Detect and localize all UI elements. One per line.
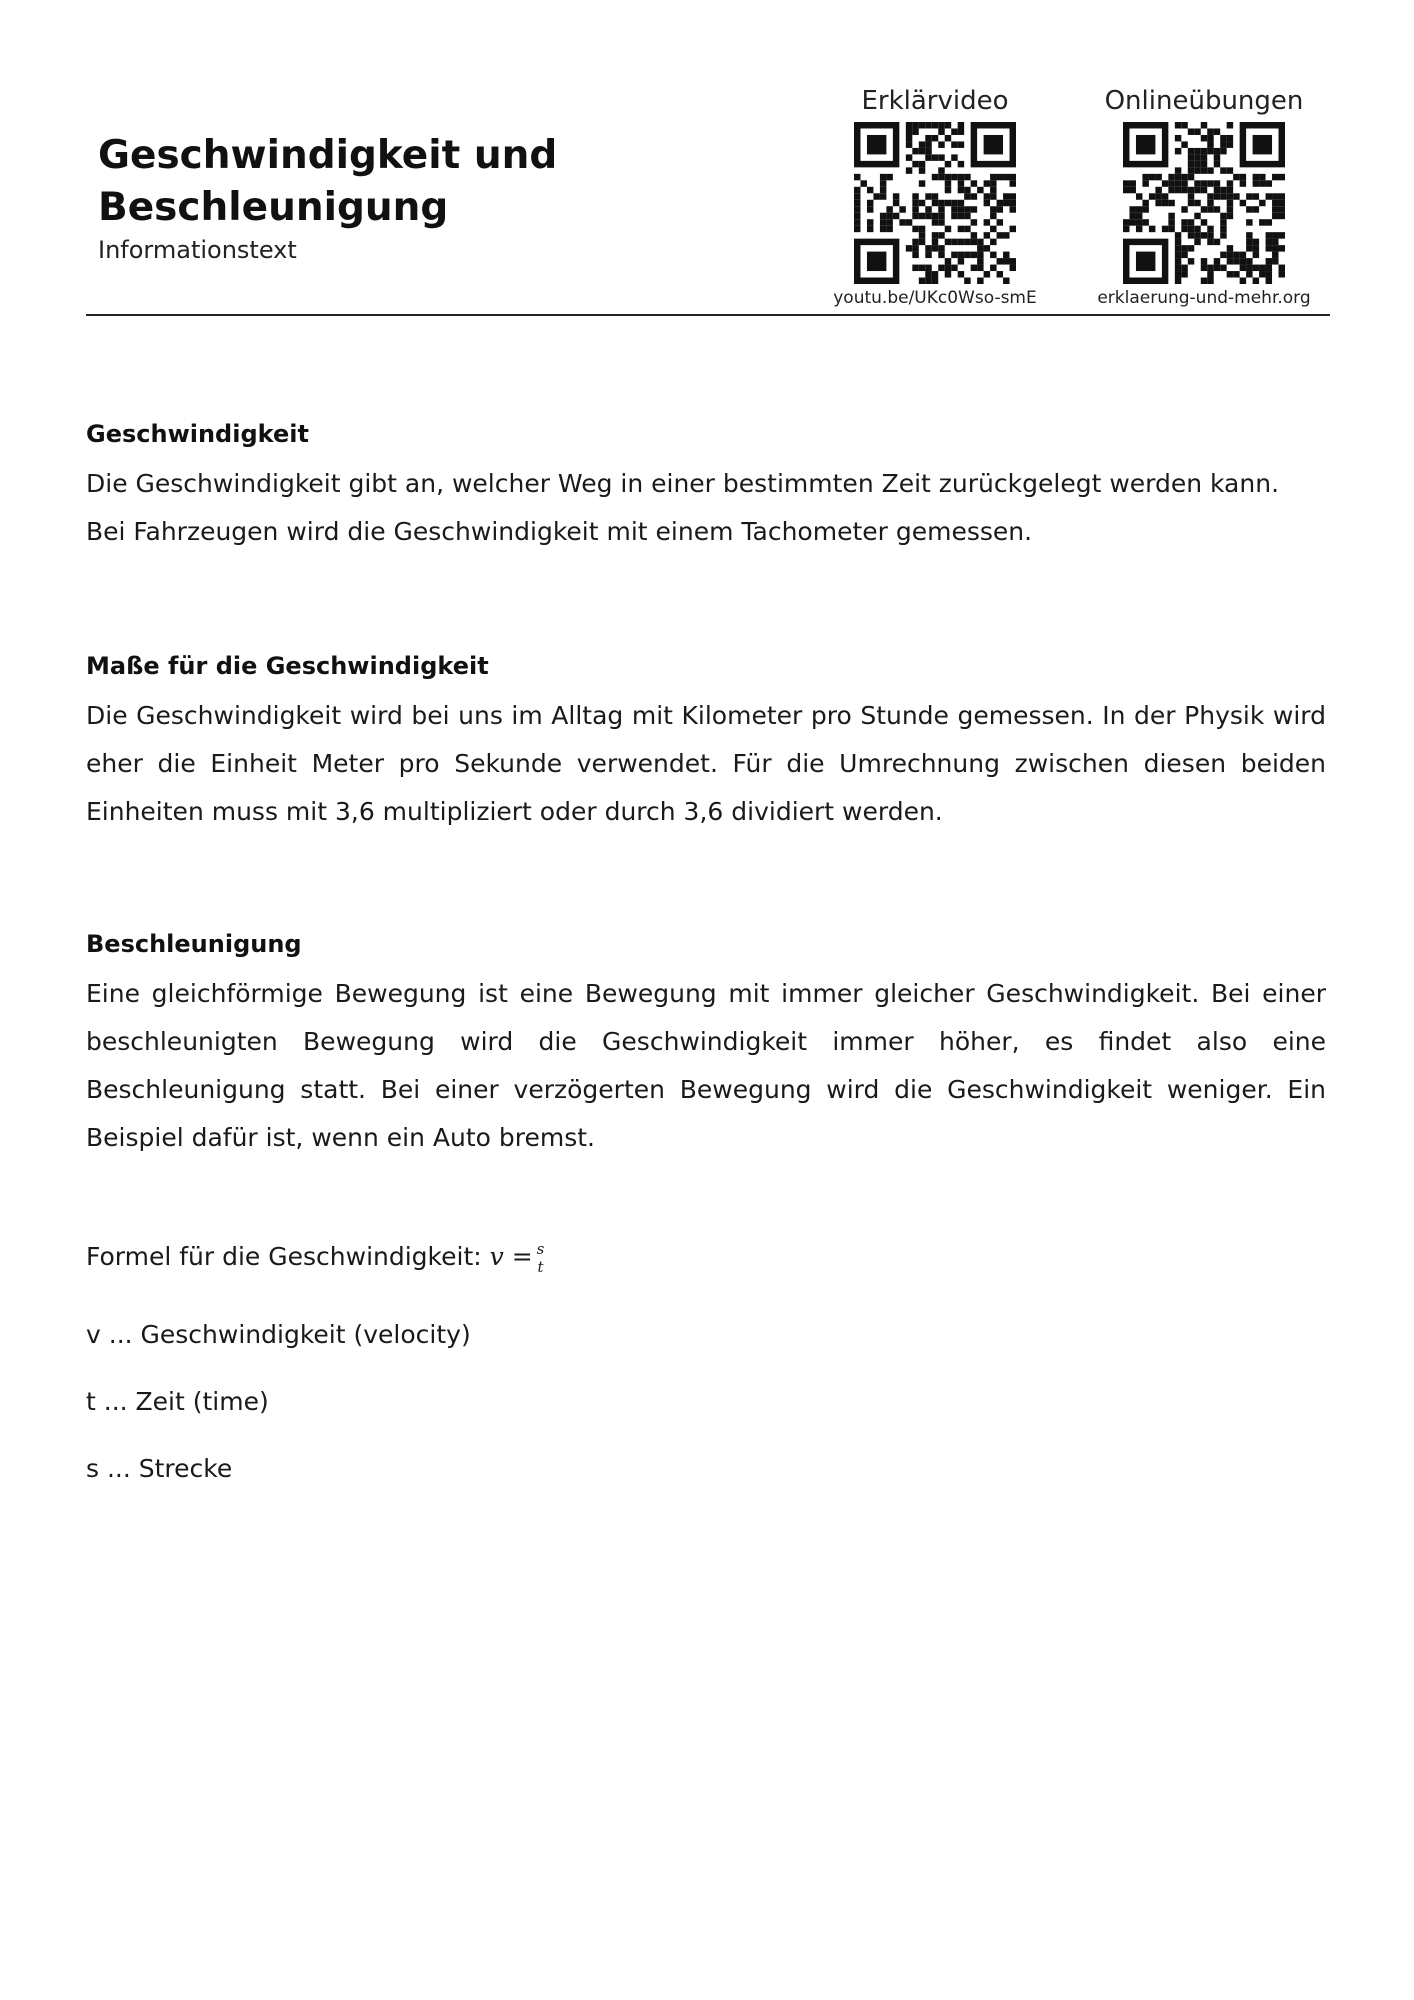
qr-label-video: Erklärvideo bbox=[861, 86, 1009, 116]
qr-label-exercises: Onlineübungen bbox=[1104, 86, 1304, 116]
section-heading: Geschwindigkeit bbox=[86, 420, 309, 448]
title-line-2: Beschleunigung bbox=[98, 185, 449, 230]
paragraph-line: Bei Fahrzeugen wird die Geschwindigkeit mit einem Tachometer gemessen. bbox=[86, 517, 1033, 546]
page-title bbox=[98, 130, 658, 234]
definition-item: s ... Strecke bbox=[86, 1454, 233, 1483]
paragraph: Eine gleichförmige Bewegung ist eine Bewegung mit immer gleicher Geschwindigkeit. Bei einer beschleunigten Bewegung wird die Geschwindigkeit immer höher, es findet also eine Beschleunigung statt. Bei einer verzögerten Bewegung wird die Geschwindigkeit weniger. Ein Beispiel dafür ist, wenn ein Auto bremst. bbox=[86, 979, 1326, 1152]
section-masse bbox=[86, 652, 1326, 836]
qr-code-exercises[interactable] bbox=[1123, 122, 1285, 284]
paragraph-line: Die Geschwindigkeit gibt an, welcher Weg in einer bestimmten Zeit zurückgelegt werden kann. bbox=[86, 469, 1280, 498]
section-beschleunigung bbox=[86, 930, 1326, 1162]
formula-label: Formel für die Geschwindigkeit: bbox=[86, 1242, 490, 1271]
formula-line bbox=[86, 1240, 1326, 1276]
qr-url-exercises[interactable]: erklaerung-und-mehr.org bbox=[1097, 288, 1311, 308]
qr-url-video[interactable]: youtu.be/UKc0Wso-smE bbox=[833, 288, 1037, 308]
qr-block-exercises[interactable] bbox=[1084, 86, 1324, 308]
section-heading: Maße für die Geschwindigkeit bbox=[86, 652, 489, 680]
section-geschwindigkeit bbox=[86, 420, 1326, 556]
formula-denominator: t bbox=[537, 1258, 544, 1276]
qr-code-video[interactable] bbox=[854, 122, 1016, 284]
paragraph: Die Geschwindigkeit wird bei uns im Alltag mit Kilometer pro Stunde gemessen. In der Physik wird eher die Einheit Meter pro Sekunde verwendet. Für die Umrechnung zwischen diesen beiden Einheiten muss mit 3,6 multipliziert oder durch 3,6 dividiert werden. bbox=[86, 701, 1326, 826]
definition-item: t ... Zeit (time) bbox=[86, 1387, 269, 1416]
title-line-1: Geschwindigkeit und bbox=[98, 133, 558, 178]
qr-block-video[interactable] bbox=[822, 86, 1048, 308]
formula-numerator: s bbox=[536, 1240, 545, 1258]
definition-item: v ... Geschwindigkeit (velocity) bbox=[86, 1320, 471, 1349]
section-heading: Beschleunigung bbox=[86, 930, 302, 958]
formula-fraction bbox=[537, 1240, 545, 1276]
formula-lhs: v = bbox=[489, 1242, 533, 1271]
page-subtitle: Informationstext bbox=[98, 236, 297, 264]
header-divider bbox=[86, 314, 1330, 316]
definition-list bbox=[86, 1320, 1326, 1521]
